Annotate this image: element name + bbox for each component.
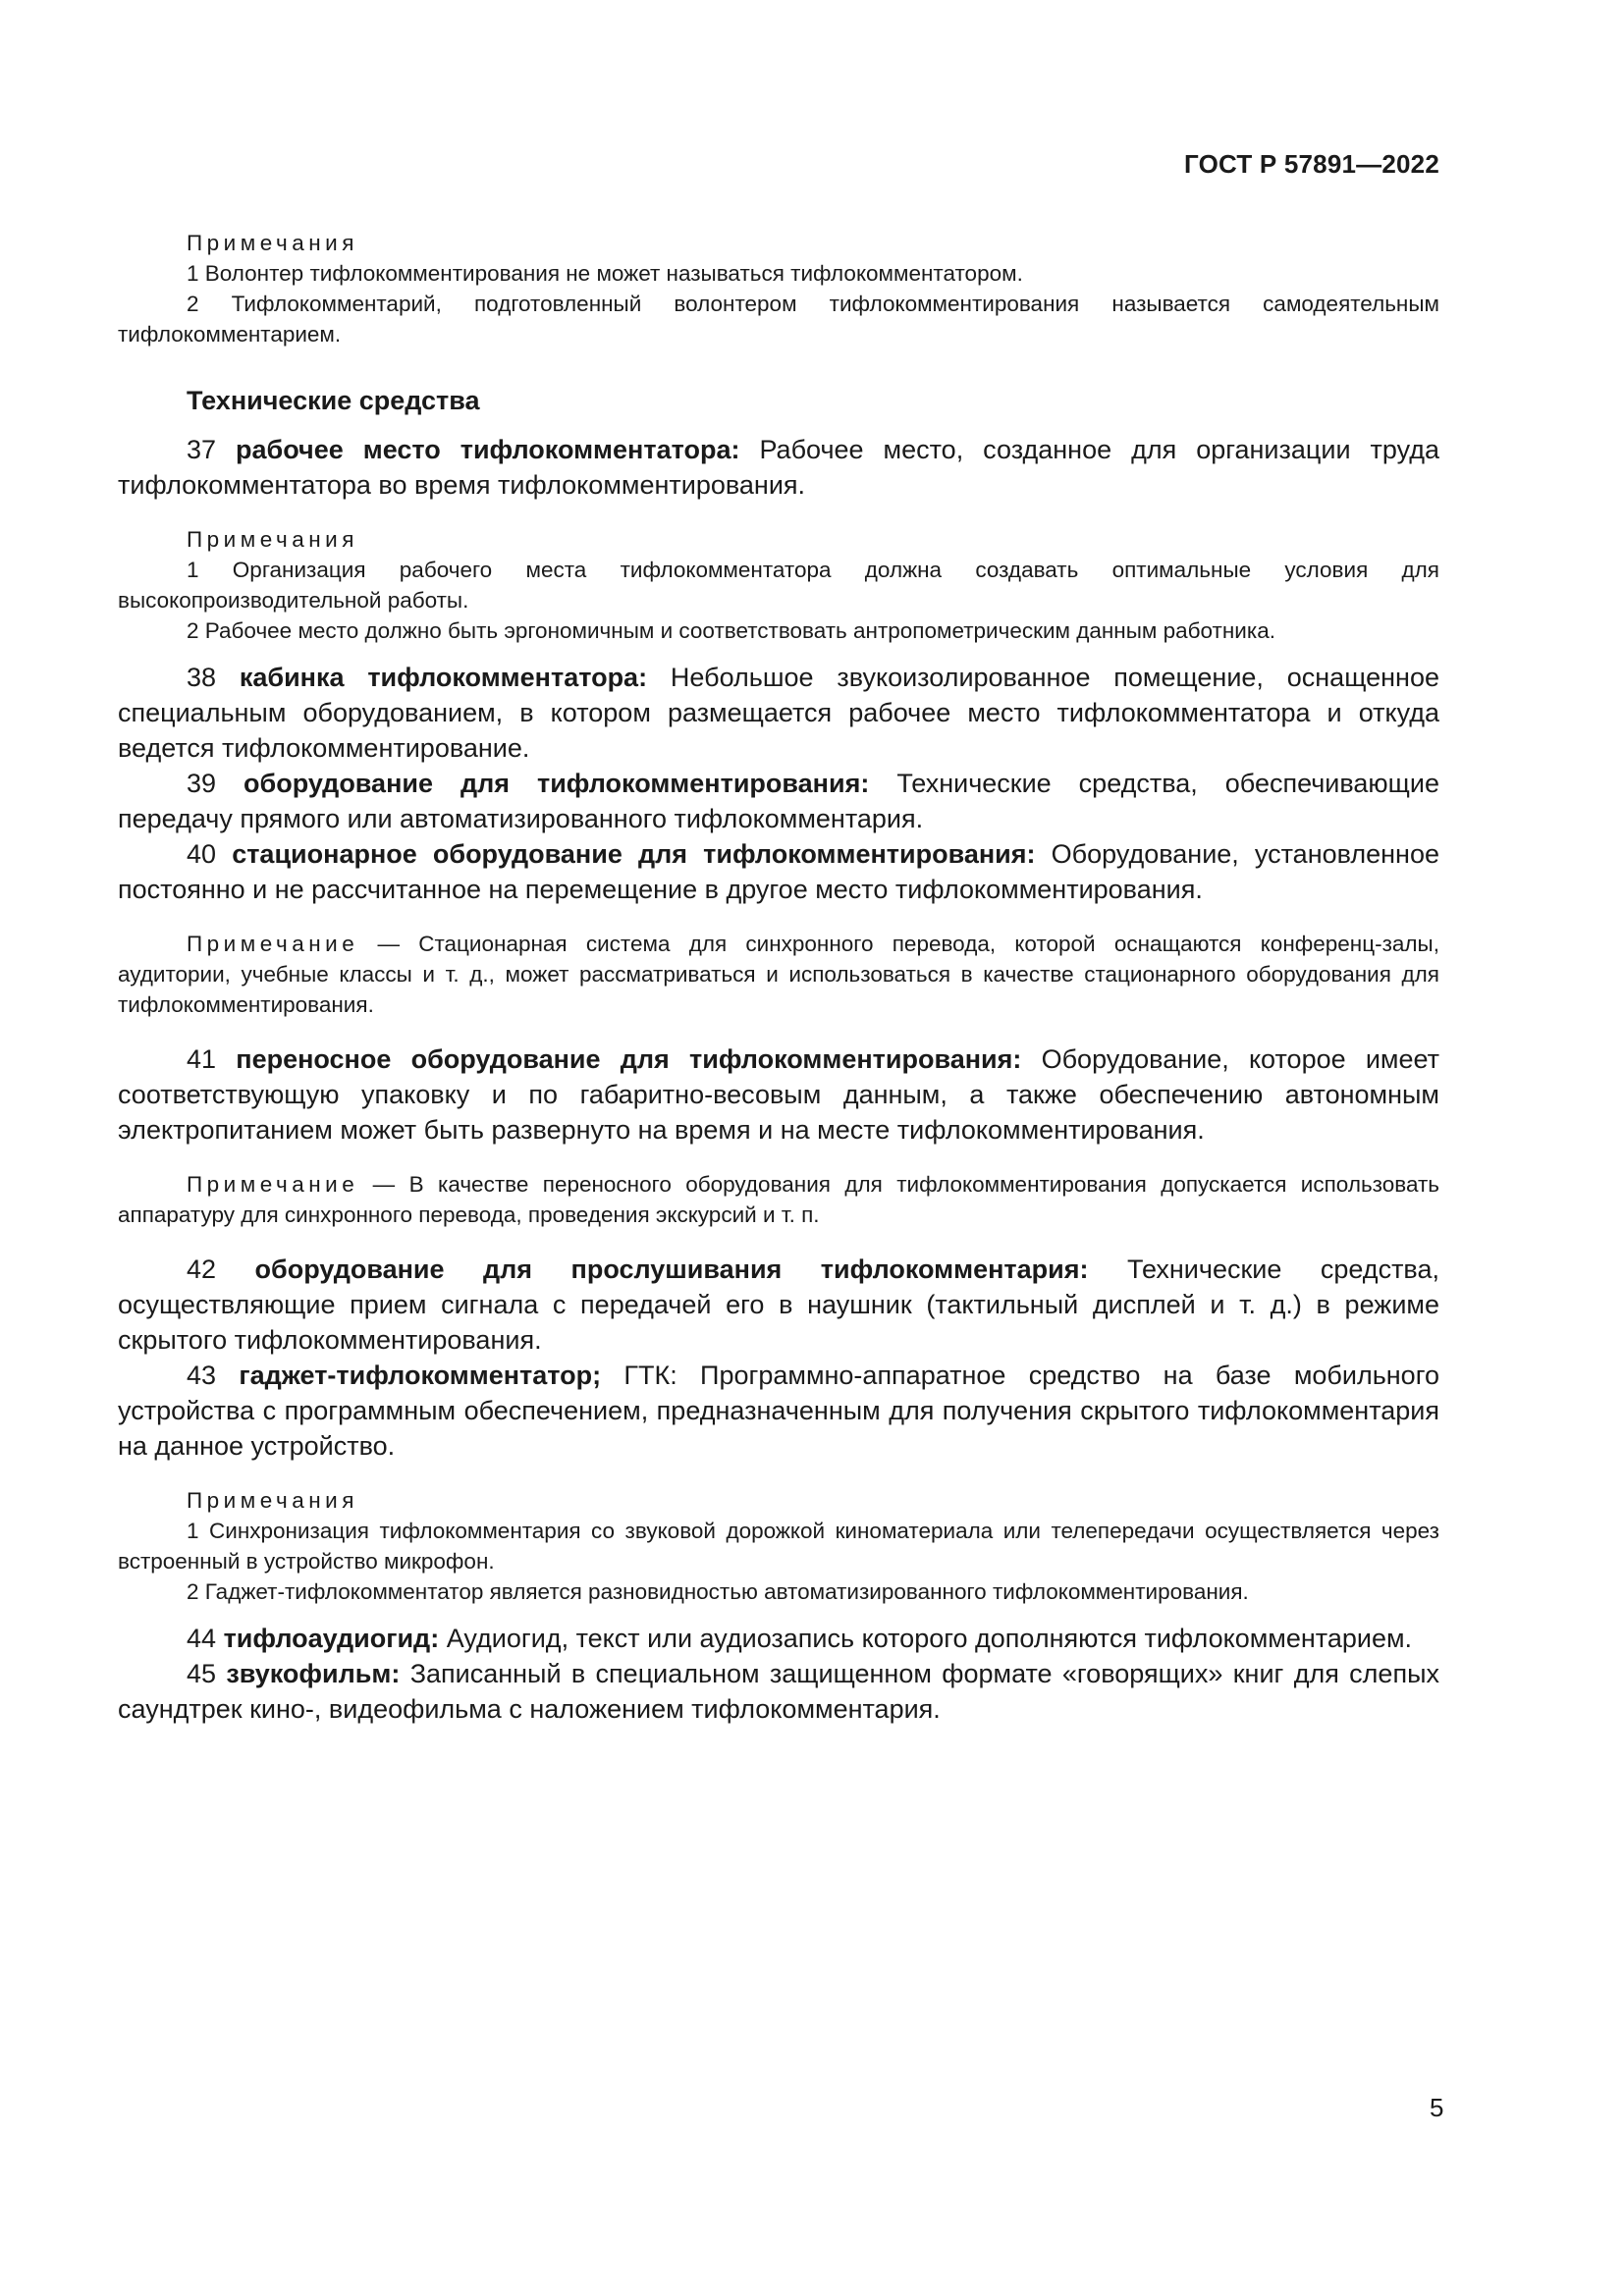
term-number: 42 <box>187 1255 217 1284</box>
term-definition: ГТК: Программно-аппаратное средство на базе мобильного устройства с программным обеспечением, предназначенным для получения скрытого тифлокомментария на данное устройство. <box>118 1361 1439 1461</box>
term-name: тифлоаудиогид: <box>223 1624 440 1653</box>
note-heading: Примечания <box>187 231 358 255</box>
term-number: 45 <box>187 1659 217 1688</box>
term-name: гаджет-тифлокомментатор; <box>239 1361 602 1390</box>
term-number: 37 <box>187 435 217 464</box>
term-entry-37 <box>118 432 1439 503</box>
term-definition: Рабочее место, созданное для организации труда тифлокомментатора во время тифлокомментирования. <box>118 435 1439 500</box>
page-content <box>118 228 1439 1727</box>
term-number: 41 <box>187 1044 217 1074</box>
note-text: В качестве переносного оборудования для тифлокомментирования допускается использовать аппаратуру для синхронного перевода, проведения экскурсий и т. п. <box>118 1172 1439 1227</box>
note-block-43 <box>118 1485 1439 1607</box>
term-name: переносное оборудование для тифлокомментирования: <box>236 1044 1022 1074</box>
term-name: кабинка тифлокомментатора: <box>239 663 648 692</box>
note-item: 2 Рабочее место должно быть эргономичным и соответствовать антропометрическим данным работника. <box>187 618 1275 643</box>
note-single <box>118 1169 1439 1230</box>
term-name: рабочее место тифлокомментатора: <box>236 435 740 464</box>
term-entry-42 <box>118 1252 1439 1358</box>
note-heading: Примечания <box>187 527 358 552</box>
note-single <box>118 929 1439 1020</box>
term-definition: Технические средства, обеспечивающие передачу прямого или автоматизированного тифлокомментария. <box>118 769 1439 833</box>
term-entry-43 <box>118 1358 1439 1464</box>
term-definition: Технические средства, осуществляющие прием сигнала с передачей его в наушник (тактильный дисплей и т. д.) в режиме скрытого тифлокомментирования. <box>118 1255 1439 1355</box>
term-definition: Оборудование, которое имеет соответствующую упаковку и по габаритно-весовым данным, а также обеспечению автономным электропитанием может быть развернуто на время и на месте тифлокомментирования. <box>118 1044 1439 1145</box>
note-heading: Примечание <box>187 1172 359 1197</box>
document-id: ГОСТ Р 57891—2022 <box>1184 149 1439 179</box>
term-entry-44 <box>118 1621 1439 1656</box>
term-number: 38 <box>187 663 217 692</box>
term-number: 43 <box>187 1361 217 1390</box>
note-heading: Примечания <box>187 1488 358 1513</box>
term-name: звукофильм: <box>226 1659 401 1688</box>
term-entry-41 <box>118 1041 1439 1148</box>
note-dash: — <box>358 932 419 956</box>
page-number: 5 <box>1430 2093 1444 2122</box>
term-definition: Оборудование, установленное постоянно и не рассчитанное на перемещение в другое место тифлокомментирования. <box>118 839 1439 904</box>
term-entry-40 <box>118 836 1439 907</box>
term-number: 40 <box>187 839 217 869</box>
note-item: 2 Тифлокомментарий, подготовленный волонтером тифлокомментирования называется самодеятельным тифлокомментарием. <box>118 292 1439 347</box>
note-item: 1 Синхронизация тифлокомментария со звуковой дорожкой киноматериала или телепередачи осуществляется через встроенный в устройство микрофон. <box>118 1519 1439 1574</box>
note-heading: Примечание <box>187 932 359 956</box>
term-name: стационарное оборудование для тифлокомментирования: <box>232 839 1036 869</box>
term-name: оборудование для прослушивания тифлокомментария: <box>254 1255 1089 1284</box>
section-title: Технические средства <box>187 386 480 415</box>
term-definition: Аудиогид, текст или аудиозапись которого дополняются тифлокомментарием. <box>446 1624 1413 1653</box>
term-number: 39 <box>187 769 217 798</box>
note-dash: — <box>358 1172 409 1197</box>
note-block-41 <box>118 1169 1439 1230</box>
note-block-40 <box>118 929 1439 1020</box>
term-name: оборудование для тифлокомментирования: <box>244 769 870 798</box>
note-item: 1 Организация рабочего места тифлокомментатора должна создавать оптимальные условия для высокопроизводительной работы. <box>118 558 1439 613</box>
term-entry-39 <box>118 766 1439 836</box>
term-definition: Записанный в специальном защищенном формате «говорящих» книг для слепых саундтрек кино-, видеофильма с наложением тифлокомментария. <box>118 1659 1439 1724</box>
term-number: 44 <box>187 1624 217 1653</box>
note-block-volunteer <box>118 228 1439 349</box>
term-entry-38 <box>118 660 1439 766</box>
term-entry-45 <box>118 1656 1439 1727</box>
note-block-37 <box>118 524 1439 646</box>
term-definition: Небольшое звукоизолированное помещение, оснащенное специальным оборудованием, в котором размещается рабочее место тифлокомментатора и откуда ведется тифлокомментирование. <box>118 663 1439 763</box>
note-item: 1 Волонтер тифлокомментирования не может называться тифлокомментатором. <box>187 261 1023 286</box>
note-item: 2 Гаджет-тифлокомментатор является разновидностью автоматизированного тифлокомментирования. <box>187 1579 1249 1604</box>
note-text: Стационарная система для синхронного перевода, которой оснащаются конференц-залы, аудитории, учебные классы и т. д., может рассматриваться и использоваться в качестве стационарного оборудования для тифлокомментирования. <box>118 932 1439 1017</box>
